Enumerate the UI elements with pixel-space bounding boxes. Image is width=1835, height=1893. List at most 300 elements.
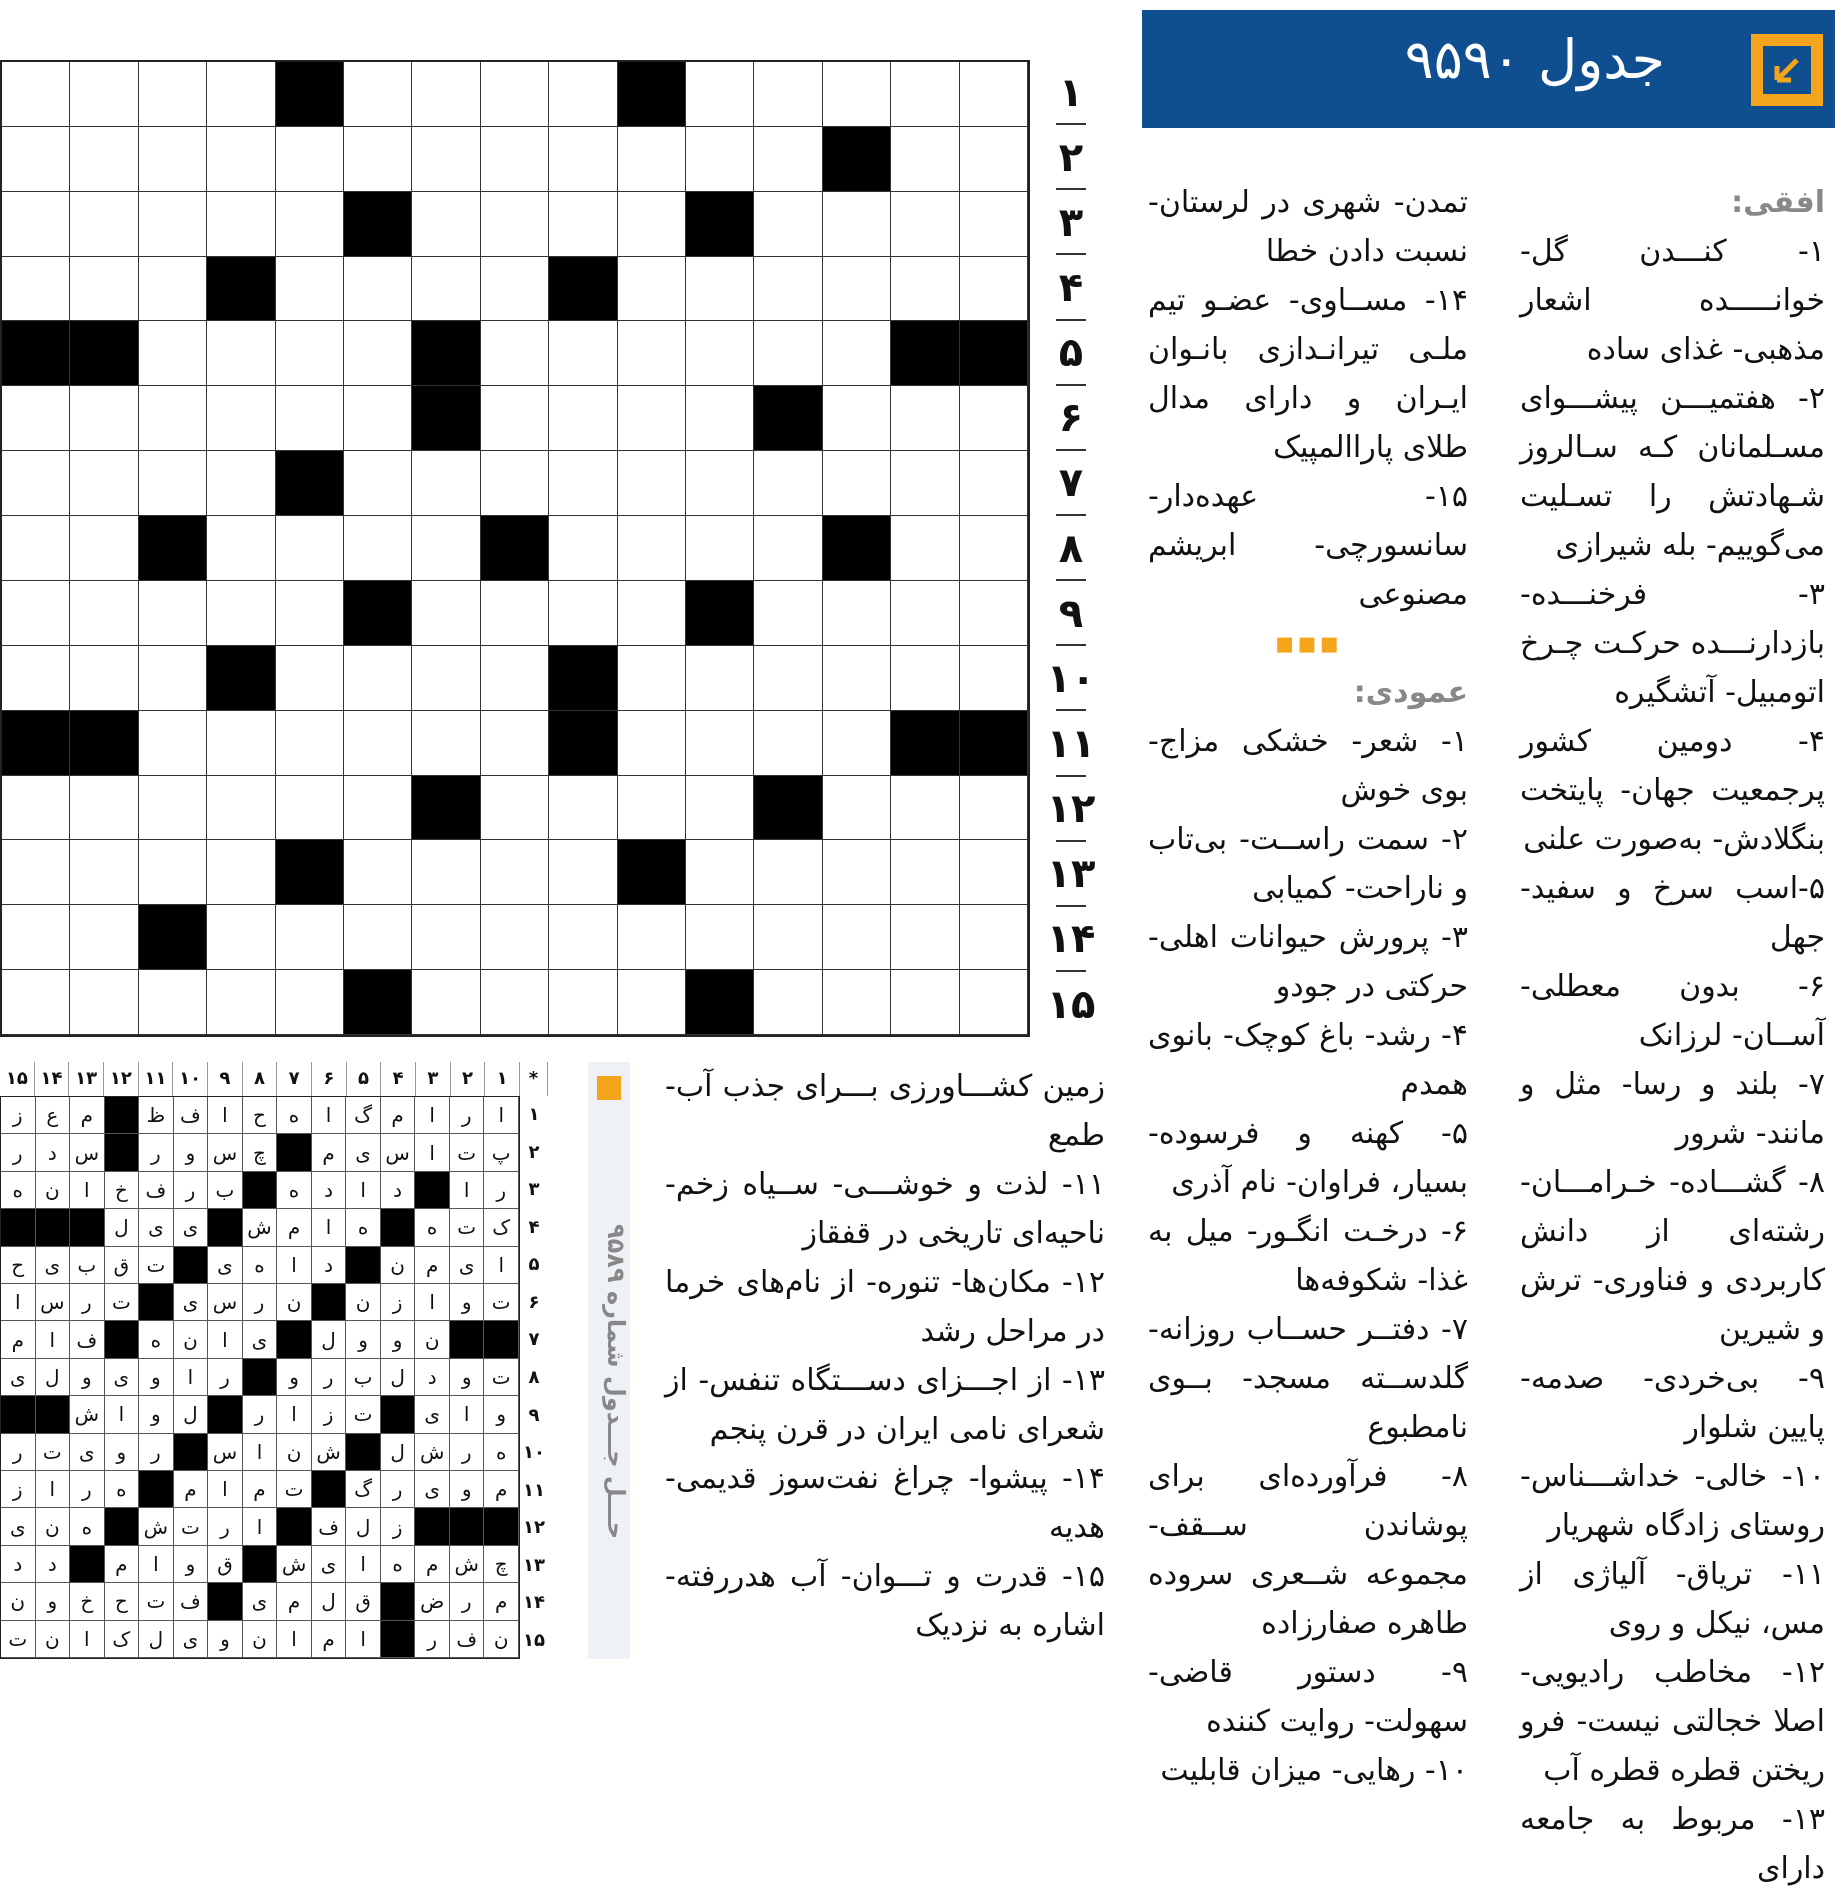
grid-cell[interactable] [344, 451, 412, 516]
solution-cell: س [70, 1134, 105, 1171]
grid-cell[interactable] [70, 257, 138, 322]
grid-cell[interactable] [618, 451, 686, 516]
solution-cell: خ [70, 1583, 105, 1620]
black-cell [276, 840, 344, 905]
solution-cell: ل [312, 1321, 347, 1358]
grid-cell[interactable] [891, 970, 959, 1035]
grid-cell[interactable] [823, 776, 891, 841]
solution-cell: ا [450, 1172, 485, 1209]
solution-cell: م [174, 1471, 209, 1508]
solution-cell: ا [243, 1434, 278, 1471]
grid-cell[interactable] [481, 192, 549, 257]
grid-cell[interactable] [276, 386, 344, 451]
grid-cell[interactable] [412, 62, 480, 127]
solution-cell: ر [1, 1434, 36, 1471]
grid-cell[interactable] [754, 516, 822, 581]
grid-cell[interactable] [960, 257, 1028, 322]
clue: ۷- دفتــر حســاب روزانه- گلدســته مسجد- بــوی نامطبوع [1148, 1312, 1468, 1445]
grid-cell[interactable] [70, 905, 138, 970]
solution-cell: و [450, 1359, 485, 1396]
solution-cell: ا [70, 1621, 105, 1658]
grid-cell[interactable] [344, 62, 412, 127]
solution-cell: ن [1, 1583, 36, 1620]
grid-cell[interactable] [139, 646, 207, 711]
grid-cell[interactable] [618, 646, 686, 711]
grid-cell[interactable] [412, 646, 480, 711]
solution-cell: و [484, 1396, 519, 1433]
grid-cell[interactable] [618, 776, 686, 841]
grid-cell[interactable] [207, 451, 275, 516]
solution-cell: ر [415, 1621, 450, 1658]
grid-cell[interactable] [823, 62, 891, 127]
black-cell [2, 321, 70, 386]
grid-cell[interactable] [618, 970, 686, 1035]
grid-cell[interactable] [481, 905, 549, 970]
solution-row-number: ۸ [528, 1366, 540, 1388]
grid-cell[interactable] [618, 581, 686, 646]
grid-cell[interactable] [754, 646, 822, 711]
clues-column-3 [665, 1062, 1105, 1650]
grid-cell[interactable] [481, 840, 549, 905]
grid-cell[interactable] [960, 840, 1028, 905]
grid-cell[interactable] [960, 776, 1028, 841]
grid-cell[interactable] [207, 581, 275, 646]
solution-black-cell [415, 1172, 450, 1209]
solution-cell: ز [1, 1471, 36, 1508]
grid-cell[interactable] [139, 581, 207, 646]
grid-cell[interactable] [344, 321, 412, 386]
solution-cell: ر [139, 1434, 174, 1471]
grid-cell[interactable] [549, 62, 617, 127]
grid-cell[interactable] [2, 646, 70, 711]
grid-cell[interactable] [481, 127, 549, 192]
grid-cell[interactable] [2, 905, 70, 970]
grid-cell[interactable] [823, 386, 891, 451]
solution-black-cell [312, 1471, 347, 1508]
grid-cell[interactable] [207, 386, 275, 451]
grid-cell[interactable] [70, 192, 138, 257]
grid-cell[interactable] [276, 646, 344, 711]
grid-cell[interactable] [481, 711, 549, 776]
clue: ۱۴- پیشوا- چراغ نفت‌سوز قدیمی- هدیه [665, 1461, 1105, 1545]
solution-column-numbers [0, 1062, 548, 1096]
solution-black-cell [277, 1134, 312, 1171]
solution-cell: ش [312, 1434, 347, 1471]
grid-cell[interactable] [207, 840, 275, 905]
grid-cell[interactable] [891, 776, 959, 841]
clue: ۶- بدون معطلی- آســان- لرزانک [1520, 969, 1825, 1053]
grid-cell[interactable] [823, 970, 891, 1035]
solution-cell: ن [381, 1247, 416, 1284]
grid-cell[interactable] [754, 905, 822, 970]
solution-cell: ا [277, 1621, 312, 1658]
grid-cell[interactable] [344, 776, 412, 841]
grid-cell[interactable] [70, 127, 138, 192]
grid-cell[interactable] [891, 62, 959, 127]
grid-cell[interactable] [549, 776, 617, 841]
grid-cell[interactable] [412, 516, 480, 581]
solution-cell: ا [450, 1396, 485, 1433]
solution-cell: ن [277, 1284, 312, 1321]
grid-cell[interactable] [686, 905, 754, 970]
solution-cell: ب [346, 1359, 381, 1396]
grid-cell[interactable] [70, 776, 138, 841]
solution-col-number: ۵ [347, 1062, 382, 1096]
grid-cell[interactable] [276, 970, 344, 1035]
grid-cell[interactable] [891, 257, 959, 322]
grid-cell[interactable] [2, 776, 70, 841]
grid-cell[interactable] [344, 840, 412, 905]
grid-cell[interactable] [207, 711, 275, 776]
grid-cell[interactable] [549, 451, 617, 516]
vertical-title: عمودی: [1353, 675, 1468, 710]
solution-cell: س [208, 1284, 243, 1321]
solution-cell: ا [277, 1247, 312, 1284]
clue: ۱۳- مربوط به جامعه دارای [1520, 1802, 1825, 1886]
solution-cell: ت [484, 1284, 519, 1321]
grid-cell[interactable] [276, 581, 344, 646]
grid-cell[interactable] [139, 127, 207, 192]
solution-cell: ر [70, 1284, 105, 1321]
grid-cell[interactable] [412, 257, 480, 322]
solution-cell: ش [139, 1508, 174, 1545]
grid-cell[interactable] [344, 646, 412, 711]
grid-cell[interactable] [549, 321, 617, 386]
grid-cell[interactable] [891, 451, 959, 516]
solution-cell: ی [243, 1321, 278, 1358]
grid-cell[interactable] [276, 516, 344, 581]
solution-cell: ی [346, 1134, 381, 1171]
grid-cell[interactable] [70, 386, 138, 451]
solution-cell: و [450, 1284, 485, 1321]
grid-cell[interactable] [891, 386, 959, 451]
grid-cell[interactable] [891, 581, 959, 646]
grid-cell[interactable] [207, 127, 275, 192]
row-number: ۳ [1042, 190, 1100, 255]
grid-cell[interactable] [70, 840, 138, 905]
solution-cell: ت [1, 1621, 36, 1658]
grid-cell[interactable] [686, 257, 754, 322]
grid-cell[interactable] [139, 711, 207, 776]
solution-cell: ت [450, 1134, 485, 1171]
grid-cell[interactable] [2, 581, 70, 646]
solution-cell: ر [381, 1471, 416, 1508]
grid-cell[interactable] [754, 321, 822, 386]
clue: زمین کشـــاورزی بـــرای جذب آب- طمع [665, 1069, 1105, 1153]
grid-cell[interactable] [618, 257, 686, 322]
solution-cell: ن [36, 1172, 71, 1209]
grid-cell[interactable] [823, 321, 891, 386]
row-number: ۱۲ [1042, 777, 1100, 842]
grid-cell[interactable] [754, 581, 822, 646]
row-number: ۵ [1042, 321, 1100, 386]
solution-col-number: ۸ [243, 1062, 278, 1096]
grid-cell[interactable] [891, 905, 959, 970]
grid-cell[interactable] [891, 127, 959, 192]
solution-cell: م [277, 1583, 312, 1620]
solution-grid [0, 1096, 520, 1659]
solution-cell: م [312, 1134, 347, 1171]
grid-cell[interactable] [891, 646, 959, 711]
solution-cell: ل [381, 1434, 416, 1471]
grid-cell[interactable] [549, 970, 617, 1035]
grid-cell[interactable] [686, 62, 754, 127]
grid-cell[interactable] [960, 581, 1028, 646]
grid-cell[interactable] [754, 451, 822, 516]
grid-cell[interactable] [960, 905, 1028, 970]
grid-cell[interactable] [823, 451, 891, 516]
grid-cell[interactable] [618, 127, 686, 192]
grid-cell[interactable] [481, 386, 549, 451]
grid-cell[interactable] [549, 581, 617, 646]
grid-cell[interactable] [618, 192, 686, 257]
solution-cell: م [105, 1546, 140, 1583]
grid-cell[interactable] [139, 451, 207, 516]
grid-cell[interactable] [412, 581, 480, 646]
grid-cell[interactable] [618, 711, 686, 776]
grid-cell[interactable] [823, 646, 891, 711]
grid-cell[interactable] [823, 581, 891, 646]
grid-cell[interactable] [412, 451, 480, 516]
black-cell [618, 62, 686, 127]
grid-cell[interactable] [207, 516, 275, 581]
grid-cell[interactable] [2, 970, 70, 1035]
solution-label-strip [588, 1062, 630, 1659]
grid-cell[interactable] [754, 970, 822, 1035]
grid-cell[interactable] [549, 127, 617, 192]
solution-cell: ت [174, 1508, 209, 1545]
grid-cell[interactable] [549, 192, 617, 257]
solution-cell: م [1, 1321, 36, 1358]
grid-cell[interactable] [481, 257, 549, 322]
grid-cell[interactable] [960, 646, 1028, 711]
grid-cell[interactable] [70, 516, 138, 581]
solution-row-number: ۷ [528, 1329, 540, 1351]
grid-cell[interactable] [276, 776, 344, 841]
grid-cell[interactable] [412, 127, 480, 192]
grid-cell[interactable] [686, 386, 754, 451]
grid-cell[interactable] [344, 516, 412, 581]
grid-cell[interactable] [618, 516, 686, 581]
solution-black-cell [139, 1471, 174, 1508]
grid-cell[interactable] [276, 257, 344, 322]
grid-cell[interactable] [139, 840, 207, 905]
grid-cell[interactable] [481, 62, 549, 127]
black-cell [823, 127, 891, 192]
grid-cell[interactable] [618, 321, 686, 386]
solution-col-number: ۱۳ [69, 1062, 104, 1096]
grid-cell[interactable] [618, 905, 686, 970]
grid-cell[interactable] [891, 840, 959, 905]
grid-cell[interactable] [139, 970, 207, 1035]
grid-cell[interactable] [2, 62, 70, 127]
solution-cell: ع [36, 1097, 71, 1134]
solution-black-cell [105, 1508, 140, 1545]
grid-cell[interactable] [276, 321, 344, 386]
grid-cell[interactable] [207, 970, 275, 1035]
solution-cell: م [381, 1097, 416, 1134]
grid-cell[interactable] [960, 516, 1028, 581]
black-cell [344, 581, 412, 646]
solution-cell: چ [243, 1134, 278, 1171]
solution-cell: ح [1, 1247, 36, 1284]
solution-cell: ش [415, 1434, 450, 1471]
grid-cell[interactable] [686, 127, 754, 192]
grid-cell[interactable] [754, 192, 822, 257]
grid-cell[interactable] [686, 711, 754, 776]
solution-cell: ا [243, 1508, 278, 1545]
black-cell [276, 62, 344, 127]
grid-cell[interactable] [207, 776, 275, 841]
solution-cell: و [450, 1471, 485, 1508]
solution-cell: ا [484, 1247, 519, 1284]
grid-cell[interactable] [481, 581, 549, 646]
grid-cell[interactable] [207, 192, 275, 257]
solution-col-number: ۱۵ [0, 1062, 35, 1096]
solution-cell: ش [243, 1209, 278, 1246]
solution-cell: ا [70, 1172, 105, 1209]
solution-cell: ش [70, 1396, 105, 1433]
grid-cell[interactable] [960, 127, 1028, 192]
grid-cell[interactable] [412, 840, 480, 905]
grid-cell[interactable] [686, 840, 754, 905]
grid-cell[interactable] [70, 62, 138, 127]
grid-cell[interactable] [960, 192, 1028, 257]
black-cell [207, 646, 275, 711]
solution-cell: ی [174, 1284, 209, 1321]
solution-cell: ی [70, 1434, 105, 1471]
row-number: ۹ [1042, 581, 1100, 646]
clue: ۵- کهنه و فرسوده- بسیار، فراوان- نام آذری [1148, 1116, 1468, 1200]
grid-cell[interactable] [344, 905, 412, 970]
solution-row-number: ۴ [528, 1216, 540, 1238]
solution-black-cell [243, 1172, 278, 1209]
grid-cell[interactable] [754, 127, 822, 192]
crossword-grid[interactable] [0, 60, 1030, 1037]
grid-cell[interactable] [481, 970, 549, 1035]
grid-cell[interactable] [2, 516, 70, 581]
grid-cell[interactable] [823, 192, 891, 257]
grid-cell[interactable] [618, 386, 686, 451]
grid-cell[interactable] [412, 192, 480, 257]
grid-cell[interactable] [823, 257, 891, 322]
grid-cell[interactable] [549, 516, 617, 581]
grid-cell[interactable] [2, 127, 70, 192]
grid-cell[interactable] [207, 321, 275, 386]
grid-cell[interactable] [2, 386, 70, 451]
black-cell [549, 646, 617, 711]
grid-cell[interactable] [754, 62, 822, 127]
solution-cell: ن [243, 1621, 278, 1658]
grid-cell[interactable] [481, 451, 549, 516]
grid-cell[interactable] [139, 257, 207, 322]
grid-cell[interactable] [344, 257, 412, 322]
solution-black-cell [243, 1546, 278, 1583]
grid-cell[interactable] [549, 840, 617, 905]
grid-cell[interactable] [276, 192, 344, 257]
grid-cell[interactable] [276, 711, 344, 776]
grid-cell[interactable] [686, 776, 754, 841]
grid-cell[interactable] [139, 62, 207, 127]
grid-cell[interactable] [2, 840, 70, 905]
grid-cell[interactable] [207, 62, 275, 127]
grid-cell[interactable] [70, 970, 138, 1035]
grid-cell[interactable] [686, 646, 754, 711]
grid-cell[interactable] [70, 581, 138, 646]
grid-cell[interactable] [2, 257, 70, 322]
grid-cell[interactable] [754, 840, 822, 905]
solution-cell: ب [208, 1172, 243, 1209]
grid-cell[interactable] [412, 970, 480, 1035]
grid-cell[interactable] [754, 711, 822, 776]
grid-cell[interactable] [276, 127, 344, 192]
grid-cell[interactable] [960, 970, 1028, 1035]
solution-col-number: ۳ [416, 1062, 451, 1096]
solution-cell: م [277, 1209, 312, 1246]
grid-cell[interactable] [481, 321, 549, 386]
grid-cell[interactable] [754, 257, 822, 322]
grid-cell[interactable] [891, 516, 959, 581]
clue: ۹- بی‌خردی- صدمه- پایین شلوار [1520, 1361, 1825, 1445]
grid-cell[interactable] [686, 451, 754, 516]
solution-cell: ی [139, 1209, 174, 1246]
grid-cell[interactable] [412, 905, 480, 970]
grid-cell[interactable] [686, 516, 754, 581]
grid-cell[interactable] [412, 711, 480, 776]
grid-cell[interactable] [549, 386, 617, 451]
solution-cell: ر [450, 1097, 485, 1134]
grid-cell[interactable] [207, 905, 275, 970]
solution-row-number: ۶ [528, 1291, 540, 1313]
grid-cell[interactable] [70, 451, 138, 516]
solution-cell: و [346, 1321, 381, 1358]
grid-cell[interactable] [823, 711, 891, 776]
black-cell [754, 386, 822, 451]
grid-cell[interactable] [823, 840, 891, 905]
grid-cell[interactable] [139, 776, 207, 841]
solution-cell: ا [346, 1546, 381, 1583]
solution-cell: ر [484, 1172, 519, 1209]
solution-black-cell [1, 1209, 36, 1246]
solution-cell: ا [484, 1097, 519, 1134]
grid-cell[interactable] [344, 711, 412, 776]
grid-cell[interactable] [2, 192, 70, 257]
solution-cell: م [415, 1247, 450, 1284]
grid-cell[interactable] [960, 62, 1028, 127]
grid-cell[interactable] [139, 386, 207, 451]
grid-cell[interactable] [276, 905, 344, 970]
grid-cell[interactable] [960, 451, 1028, 516]
grid-cell[interactable] [344, 127, 412, 192]
clue: ۲- سمت راســت- بی‌تاب و ناراحت- کمیابی [1148, 822, 1468, 906]
grid-cell[interactable] [891, 192, 959, 257]
solution-arrow-icon [597, 1076, 621, 1100]
grid-cell[interactable] [481, 776, 549, 841]
grid-cell[interactable] [960, 386, 1028, 451]
grid-cell[interactable] [139, 321, 207, 386]
grid-cell[interactable] [823, 905, 891, 970]
grid-cell[interactable] [686, 321, 754, 386]
solution-cell: ن [36, 1508, 71, 1545]
grid-cell[interactable] [344, 386, 412, 451]
grid-cell[interactable] [70, 646, 138, 711]
grid-cell[interactable] [481, 646, 549, 711]
solution-cell: س [208, 1134, 243, 1171]
solution-cell: ا [312, 1097, 347, 1134]
grid-cell[interactable] [2, 451, 70, 516]
grid-cell[interactable] [549, 905, 617, 970]
grid-cell[interactable] [139, 192, 207, 257]
